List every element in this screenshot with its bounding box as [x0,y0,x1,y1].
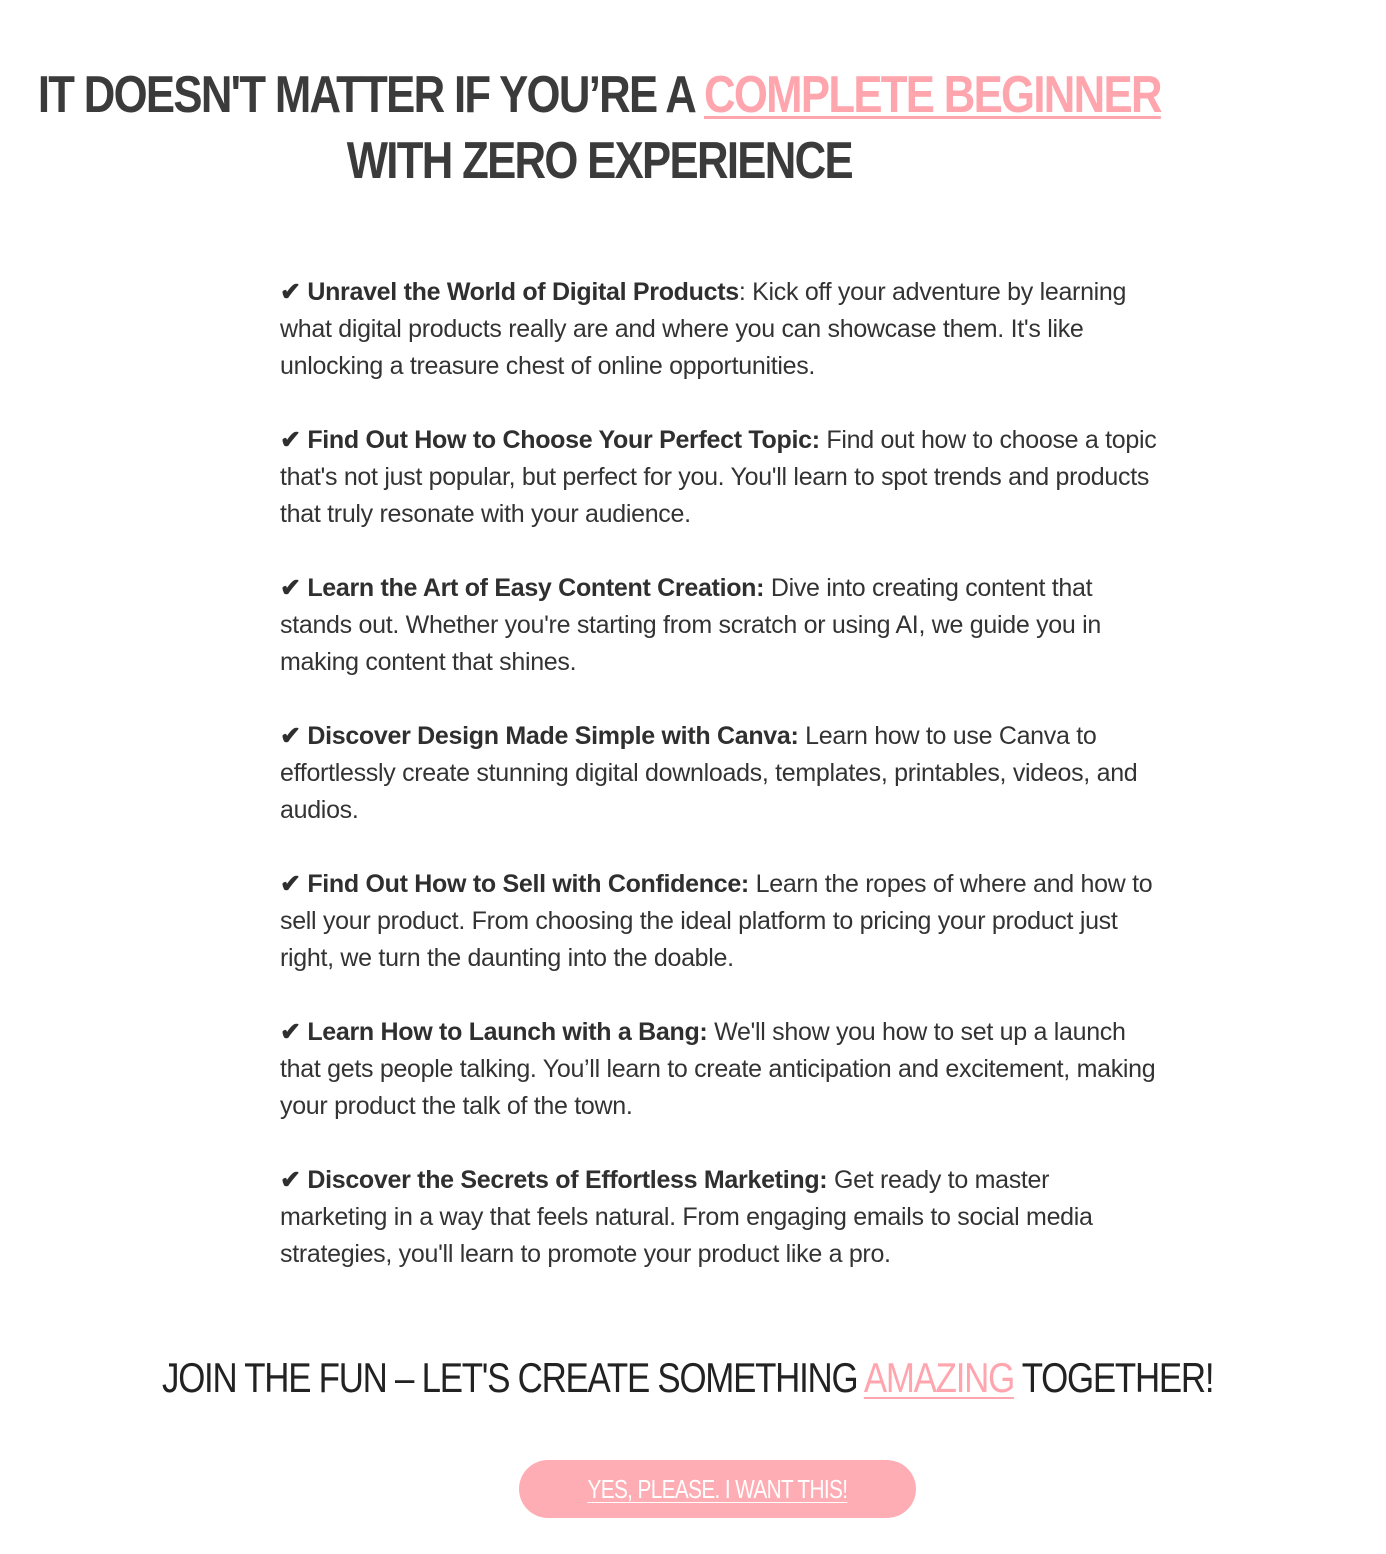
feature-body: Get ready to master marketing in a way that feels natural. From engaging emails to social media strategies, you'll learn to promote your product like a pro. [280,1166,1093,1268]
feature-title: Find Out How to Choose Your Perfect Topic: [307,426,820,454]
checkmark-icon: ✔ [280,574,301,602]
cta-button[interactable] [519,1460,916,1518]
feature-body: Learn the ropes of where and how to sell your product. From choosing the ideal platform to pricing your product just right, we turn the daunting into the doable. [280,870,1153,972]
checkmark-icon: ✔ [280,278,301,306]
feature-title: Find Out How to Sell with Confidence: [307,870,749,898]
feature-item [280,718,1160,829]
cta-button-label: YES, PLEASE. I WANT THIS! [587,1473,848,1504]
feature-body: Find out how to choose a topic that's not just popular, but perfect for you. You'll learn to spot trends and products that truly resonate with your audience. [280,426,1157,528]
checkmark-icon: ✔ [280,1166,301,1194]
feature-item [280,274,1160,385]
cta-heading-part-2: TOGETHER! [1013,1354,1214,1401]
feature-body: We'll show you how to set up a launch that gets people talking. You’ll learn to create anticipation and excitement, making your product the talk of the town. [280,1018,1156,1120]
feature-item [280,1162,1160,1273]
page-headline [0,62,1199,194]
feature-item [280,422,1160,533]
feature-body: Dive into creating content that stands out. Whether you're starting from scratch or using AI, we guide you in making content that shines. [280,574,1101,676]
feature-title: Learn How to Launch with a Bang: [307,1018,708,1046]
headline-highlight: COMPLETE BEGINNER [704,66,1161,124]
checkmark-icon: ✔ [280,1018,301,1046]
headline-part-2: WITH ZERO EXPERIENCE [346,132,852,190]
feature-title: Unravel the World of Digital Products [307,278,739,306]
cta-heading [0,1350,1375,1406]
feature-item [280,570,1160,681]
feature-title: Discover Design Made Simple with Canva: [307,722,799,750]
checkmark-icon: ✔ [280,426,301,454]
feature-item [280,1014,1160,1125]
feature-body: : Kick off your adventure by learning what digital products really are and where you can showcase them. It's like unlocking a treasure chest of online opportunities. [280,278,1127,380]
checkmark-icon: ✔ [280,870,301,898]
feature-body: Learn how to use Canva to effortlessly create stunning digital downloads, templates, printables, videos, and audios. [280,722,1138,824]
feature-title: Learn the Art of Easy Content Creation: [307,574,765,602]
cta-heading-part-1: JOIN THE FUN – LET'S CREATE SOMETHING [162,1354,864,1401]
feature-list [280,274,1160,1310]
checkmark-icon: ✔ [280,722,301,750]
cta-heading-highlight: AMAZING [863,1354,1014,1401]
feature-title: Discover the Secrets of Effortless Marketing: [307,1166,828,1194]
feature-item [280,866,1160,977]
headline-part-1: IT DOESN'T MATTER IF YOU’RE A [37,66,705,124]
